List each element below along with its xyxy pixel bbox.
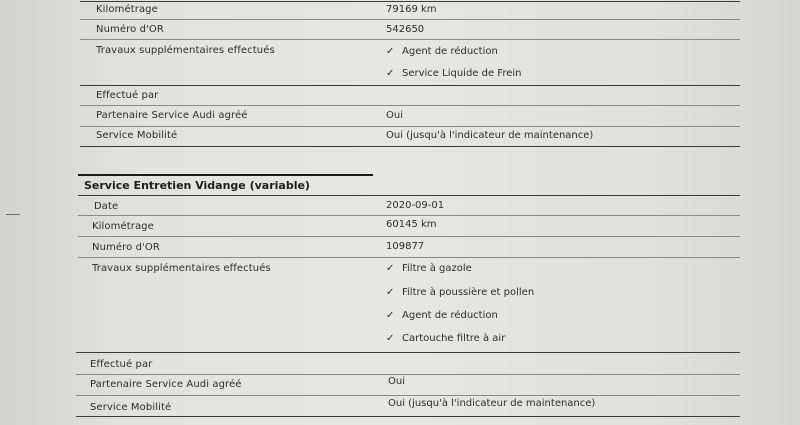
travaux-item: ✓ Filtre à gazole bbox=[386, 263, 472, 274]
row-label-numero-or: Numéro d'OR bbox=[96, 24, 164, 35]
row-value-service-mobilite: Oui (jusqu'à l'indicateur de maintenance) bbox=[386, 130, 594, 141]
row-value-kilometrage: 60145 km bbox=[386, 219, 437, 230]
row-label-kilometrage: Kilométrage bbox=[92, 221, 154, 232]
row-label-date: Date bbox=[94, 201, 119, 212]
row-label-kilometrage: Kilométrage bbox=[96, 4, 158, 15]
check-icon: ✓ bbox=[386, 333, 395, 344]
check-icon: ✓ bbox=[386, 287, 395, 298]
section-title: Service Entretien Vidange (variable) bbox=[84, 179, 310, 192]
travaux-item: ✓ Agent de réduction bbox=[386, 46, 498, 57]
row-divider bbox=[76, 374, 740, 375]
row-label-partenaire: Partenaire Service Audi agréé bbox=[90, 379, 242, 390]
row-value-kilometrage: 79169 km bbox=[386, 4, 437, 15]
check-icon: ✓ bbox=[386, 46, 395, 57]
row-divider bbox=[78, 236, 740, 237]
section-heading-rule bbox=[78, 174, 373, 176]
row-divider bbox=[80, 39, 740, 40]
travaux-item: ✓ Filtre à poussière et pollen bbox=[386, 287, 535, 298]
row-divider bbox=[80, 19, 740, 20]
check-icon: ✓ bbox=[386, 310, 395, 321]
row-divider bbox=[76, 352, 740, 353]
row-divider bbox=[80, 126, 740, 127]
row-label-effectue-par: Effectué par bbox=[90, 359, 153, 370]
row-value-numero-or: 542650 bbox=[386, 24, 425, 35]
travaux-item: ✓ Agent de réduction bbox=[386, 310, 498, 321]
row-value-partenaire: Oui bbox=[386, 110, 403, 121]
row-divider bbox=[78, 257, 740, 258]
row-divider bbox=[76, 416, 740, 417]
row-divider bbox=[80, 146, 740, 147]
row-label-travaux: Travaux supplémentaires effectués bbox=[96, 45, 275, 56]
row-divider bbox=[78, 215, 740, 216]
check-icon: ✓ bbox=[386, 68, 395, 79]
row-label-numero-or: Numéro d'OR bbox=[92, 242, 160, 253]
travaux-item: ✓ Service Liquide de Frein bbox=[386, 68, 522, 79]
row-value-numero-or: 109877 bbox=[386, 241, 425, 252]
row-label-partenaire: Partenaire Service Audi agréé bbox=[96, 110, 248, 121]
row-value-partenaire: Oui bbox=[388, 376, 405, 387]
row-label-effectue-par: Effectué par bbox=[96, 90, 159, 101]
page-edge-mark bbox=[6, 214, 20, 215]
row-divider bbox=[76, 395, 740, 396]
row-value-service-mobilite: Oui (jusqu'à l'indicateur de maintenance) bbox=[388, 398, 596, 409]
row-divider bbox=[78, 195, 740, 196]
row-label-travaux: Travaux supplémentaires effectués bbox=[92, 263, 271, 274]
row-divider bbox=[80, 105, 740, 106]
travaux-item: ✓ Cartouche filtre à air bbox=[386, 333, 506, 344]
row-divider bbox=[80, 85, 740, 86]
row-divider bbox=[80, 1, 740, 2]
row-label-service-mobilite: Service Mobilité bbox=[96, 130, 178, 141]
row-label-service-mobilite: Service Mobilité bbox=[90, 402, 172, 413]
check-icon: ✓ bbox=[386, 263, 395, 274]
row-value-date: 2020-09-01 bbox=[386, 200, 445, 211]
